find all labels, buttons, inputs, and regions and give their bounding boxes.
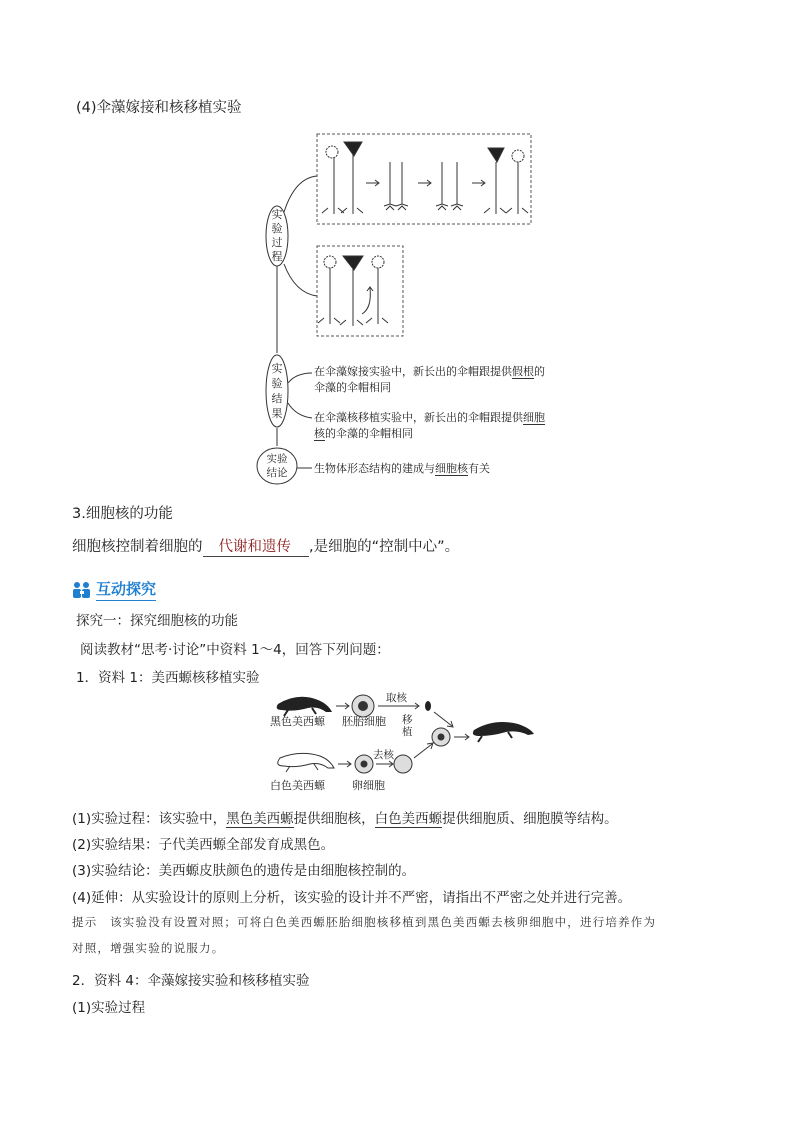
- section-3-title: 3.细胞核的功能: [72, 506, 173, 522]
- item-2-title: 2．资料 4：伞藻嫁接实验和核移植实验: [72, 973, 310, 989]
- transplant-label: 移植: [402, 714, 413, 738]
- section-3-line: [72, 535, 459, 557]
- conclusion-label: 实验结论: [266, 453, 288, 479]
- conclusion-key: 细胞核: [435, 462, 468, 475]
- item-1-p3: (3)实验结论：美西螈皮肤颜色的遗传是由细胞核控制的。: [72, 863, 416, 879]
- white-salamander-icon: [278, 753, 334, 772]
- result-label: 实验结果: [271, 362, 283, 420]
- result-2-text: [314, 410, 550, 442]
- hint-line-2: 对照，增强实验的说服力。: [72, 941, 225, 955]
- item-1-p2: (2)实验结果：子代美西螈全部发育成黑色。: [72, 837, 335, 853]
- acetabularia-plants-transplant: [318, 256, 388, 326]
- item-1-title: 1．资料 1：美西螈核移植实验: [76, 670, 260, 686]
- nucleus-icon: [425, 701, 431, 711]
- offspring-salamander-icon: [473, 722, 534, 742]
- result-2-pre: 在伞藻核移植实验中，新长出的伞帽跟提供: [314, 411, 523, 424]
- section-3-line-post: ,是细胞的“控制中心”。: [309, 539, 460, 555]
- conclusion-pre: 生物体形态结构的建成与: [314, 462, 435, 475]
- take-nucleus-label: 取核: [386, 692, 407, 704]
- item-1-p1: [72, 807, 618, 827]
- egg-cell-label: 卵细胞: [352, 779, 385, 792]
- item-2-p1: (1)实验过程: [72, 1000, 146, 1016]
- embryo-cell-label: 胚胎细胞: [342, 715, 386, 728]
- explore-1-title: 探究一：探究细胞核的功能: [76, 613, 238, 629]
- section-3-blank: 代谢和遗传: [203, 535, 310, 557]
- salamander-diagram: [268, 690, 538, 796]
- white-salamander-label: 白色美西螈: [270, 779, 325, 792]
- conclusion-post: 有关: [468, 462, 490, 475]
- enucleated-egg-icon: [394, 755, 412, 773]
- interactive-header: [72, 578, 156, 601]
- result-1-text: [314, 364, 550, 396]
- item-1-p1-key-2: 白色美西螈: [374, 811, 443, 827]
- explore-1-intro: 阅读教材“思考·讨论”中资料 1～4，回答下列问题：: [80, 642, 390, 658]
- item-1-p4: (4)延伸：从实验设计的原则上分析，该实验的设计并不严密，请指出不严密之处并进行完善。: [72, 890, 632, 906]
- process-label: 实验过程: [271, 208, 283, 263]
- conclusion-text: [314, 461, 550, 477]
- acetabularia-plants-graft: [322, 142, 528, 214]
- item-1-p1-post: 提供细胞质、细胞膜等结构。: [442, 811, 618, 827]
- item-1-p1-mid: 提供细胞核，: [293, 811, 375, 827]
- item-1-p1-pre: (1)实验过程：该实验中，: [72, 811, 227, 827]
- result-1-pre: 在伞藻嫁接实验中，新长出的伞帽跟提供: [314, 365, 512, 378]
- section-4-title: (4)伞藻嫁接和核移植实验: [76, 100, 242, 116]
- section-3-line-pre: 细胞核控制着细胞的: [72, 539, 203, 555]
- result-1-key: 假根: [512, 365, 534, 378]
- acetabularia-diagram: [250, 128, 550, 488]
- interactive-title: 互动探究: [96, 578, 156, 601]
- hint-line-1: 提示 该实验没有设置对照；可将白色美西螈胚胎细胞核移植到黑色美西螈去核卵细胞中，进行培养作为: [72, 915, 657, 929]
- result-1-post: 的伞藻的伞帽相同: [314, 365, 545, 394]
- remove-nucleus-label: 去核: [373, 749, 394, 761]
- black-salamander-label: 黑色美西螈: [270, 715, 325, 728]
- item-1-p1-key-1: 黑色美西螈: [226, 811, 294, 827]
- result-2-key: 细胞核: [314, 411, 545, 440]
- result-2-post: 的伞藻的伞帽相同: [325, 427, 413, 440]
- people-icon: [72, 581, 92, 599]
